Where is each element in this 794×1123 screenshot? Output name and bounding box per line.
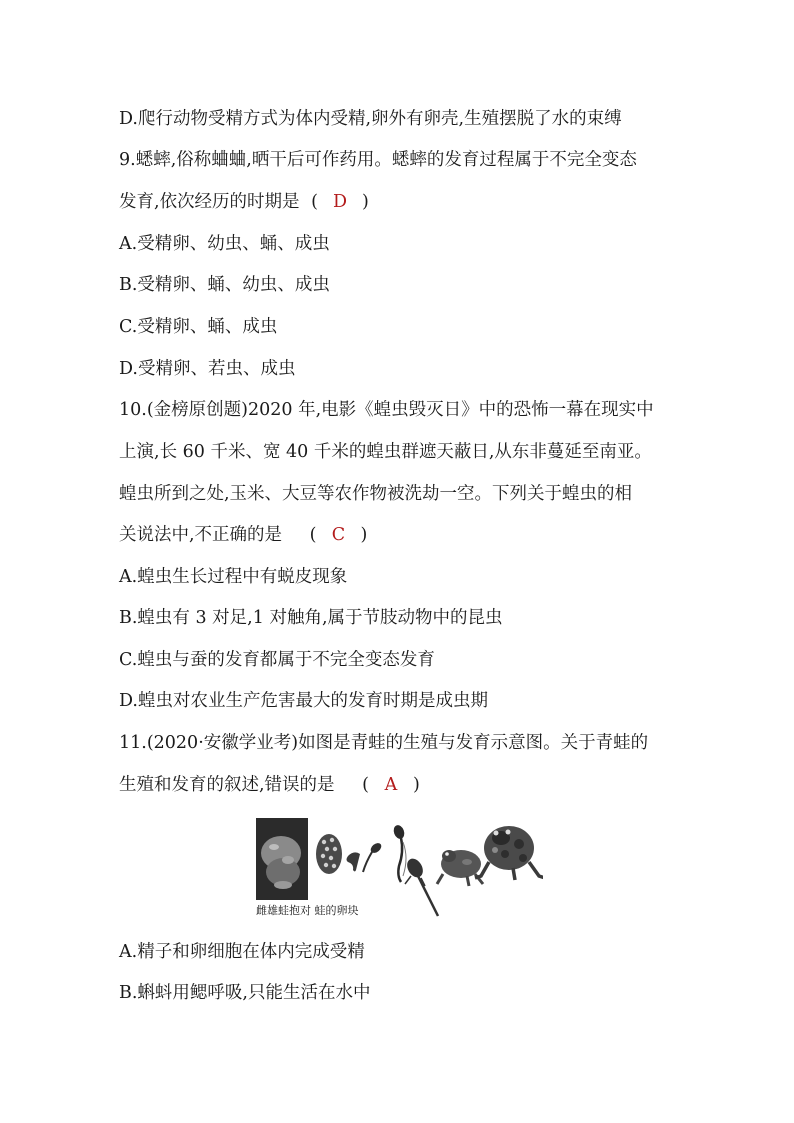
q10-paren-open: ( xyxy=(309,525,317,545)
q9-answer: D xyxy=(332,192,347,212)
q11-paren-close: ) xyxy=(412,775,420,795)
q10-stem-line-4 xyxy=(119,523,367,547)
q10-paren-close: ) xyxy=(360,525,368,545)
q9-option-a: A.受精卵、幼虫、蛹、成虫 xyxy=(119,234,330,254)
q11-option-a: A.精子和卵细胞在体内完成受精 xyxy=(119,942,365,962)
q10-answer: C xyxy=(331,525,346,545)
q11-answer: A xyxy=(384,775,398,795)
q10-stem-text: 关说法中,不正确的是 xyxy=(119,525,283,545)
q9-stem-text: 发育,依次经历的时期是 xyxy=(119,192,300,212)
amplexus-photo xyxy=(256,818,308,900)
q10-option-c: C.蝗虫与蚕的发育都属于不完全变态发育 xyxy=(119,650,435,670)
q11-stem-line-2 xyxy=(119,773,420,797)
q11-stem-line-1: 11.(2020·安徽学业考)如图是青蛙的生殖与发育示意图。关于青蛙的 xyxy=(119,733,649,753)
q10-option-d: D.蝗虫对农业生产危害最大的发育时期是成虫期 xyxy=(119,691,488,711)
q11-option-b: B.蝌蚪用鳃呼吸,只能生活在水中 xyxy=(119,983,371,1003)
q11-stem-text: 生殖和发育的叙述,错误的是 xyxy=(119,775,335,795)
q10-stem-line-3: 蝗虫所到之处,玉米、大豆等农作物被洗劫一空。下列关于蝗虫的相 xyxy=(119,484,633,504)
q9-option-c: C.受精卵、蛹、成虫 xyxy=(119,317,278,337)
egg-mass-icon xyxy=(316,834,342,874)
tadpole-early-icon xyxy=(363,841,383,872)
q11-paren-open: ( xyxy=(362,775,369,795)
q9-option-b: B.受精卵、蛹、幼虫、成虫 xyxy=(119,275,330,295)
q9-stem-line-1: 9.蟋蟀,俗称蛐蛐,晒干后可作药用。蟋蟀的发育过程属于不完全变态 xyxy=(119,150,637,170)
q10-option-a: A.蝗虫生长过程中有蜕皮现象 xyxy=(119,567,348,587)
q9-stem-line-2 xyxy=(119,190,369,214)
tadpole-with-legs-icon xyxy=(404,856,438,916)
adult-frog-icon xyxy=(475,826,543,880)
q10-stem-line-1: 10.(金榜原创题)2020 年,电影《蝗虫毁灭日》中的恐怖一幕在现实中 xyxy=(119,400,654,420)
q8-option-d: D.爬行动物受精方式为体内受精,卵外有卵壳,生殖摆脱了水的束缚 xyxy=(119,109,622,129)
tadpole-icon xyxy=(392,824,406,882)
q10-stem-line-2: 上演,长 60 千米、宽 40 千米的蝗虫群遮天蔽日,从东非蔓延至南亚。 xyxy=(119,442,652,462)
q9-paren-open: ( xyxy=(311,192,318,212)
q9-option-d: D.受精卵、若虫、成虫 xyxy=(119,359,296,379)
q10-option-b: B.蝗虫有 3 对足,1 对触角,属于节肢动物中的昆虫 xyxy=(119,608,503,628)
figure-caption: 雌雄蛙抱对 蛙的卵块 xyxy=(256,904,359,917)
froglet-icon xyxy=(437,850,483,886)
q9-paren-close: ) xyxy=(361,192,369,212)
hatchling-icon xyxy=(347,852,361,871)
